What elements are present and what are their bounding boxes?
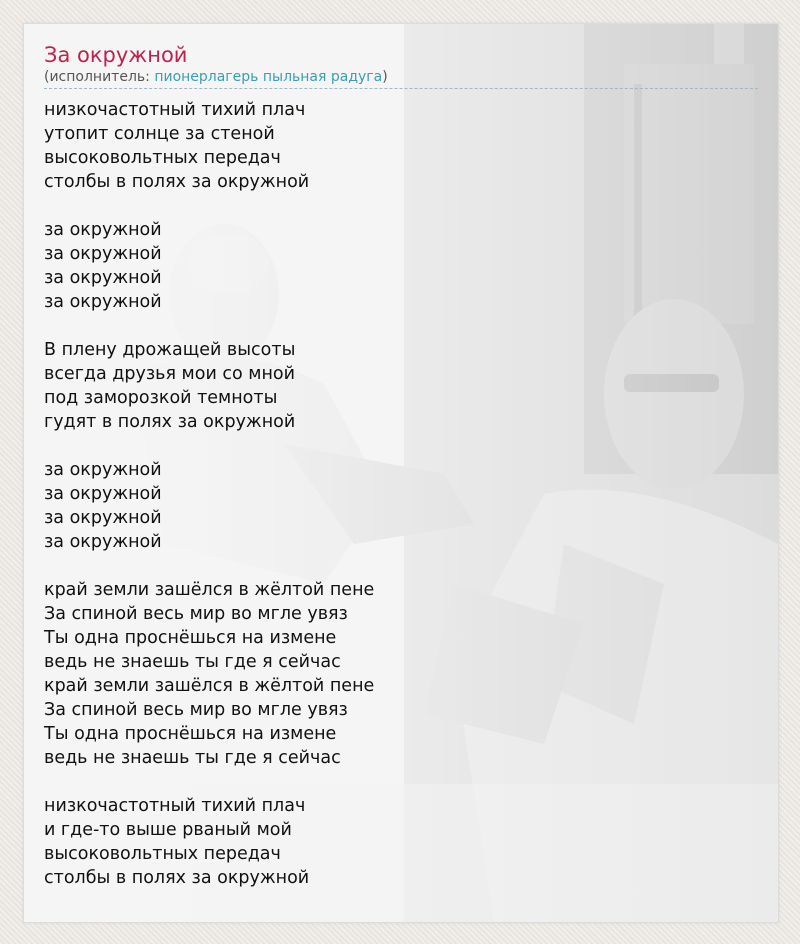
lyric-line: столбы в полях за окружной: [44, 172, 310, 192]
song-title: За окружной: [44, 43, 188, 67]
lyric-line: Ты одна проснёшься на измене: [44, 724, 337, 744]
lyric-line: высоковольтных передач: [44, 148, 281, 168]
lyric-line: ведь не знаешь ты где я сейчас: [44, 652, 341, 672]
lyric-line: низкочастотный тихий плач: [44, 796, 306, 816]
lyric-line: край земли зашёлся в жёлтой пене: [44, 580, 375, 600]
lyric-line: За спиной весь мир во мгле увяз: [44, 604, 348, 624]
lyric-line: и где-то выше рваный мой: [44, 820, 292, 840]
lyrics-text: [44, 98, 758, 890]
stanza: [44, 218, 758, 314]
performer-prefix: (исполнитель:: [44, 69, 155, 85]
lyric-line: всегда друзья мои со мной: [44, 364, 296, 384]
lyric-line: за окружной: [44, 292, 162, 312]
lyric-line: край земли зашёлся в жёлтой пене: [44, 676, 375, 696]
stanza: [44, 578, 758, 770]
lyric-line: за окружной: [44, 484, 162, 504]
lyric-line: Ты одна проснёшься на измене: [44, 628, 337, 648]
content: [24, 24, 778, 890]
lyric-line: За спиной весь мир во мгле увяз: [44, 700, 348, 720]
stanza: [44, 458, 758, 554]
performer-line: [44, 68, 758, 89]
stanza: [44, 338, 758, 434]
lyric-line: за окружной: [44, 460, 162, 480]
lyric-line: за окружной: [44, 532, 162, 552]
lyric-line: за окружной: [44, 220, 162, 240]
lyric-line: гудят в полях за окружной: [44, 412, 296, 432]
lyric-line: В плену дрожащей высоты: [44, 340, 296, 360]
stanza: [44, 794, 758, 890]
lyric-line: столбы в полях за окружной: [44, 868, 310, 888]
lyric-line: ведь не знаешь ты где я сейчас: [44, 748, 341, 768]
lyric-line: под заморозкой темноты: [44, 388, 278, 408]
lyric-line: высоковольтных передач: [44, 844, 281, 864]
lyric-line: за окружной: [44, 508, 162, 528]
stanza: [44, 98, 758, 194]
lyric-line: за окружной: [44, 268, 162, 288]
lyric-line: утопит солнце за стеной: [44, 124, 275, 144]
lyric-line: низкочастотный тихий плач: [44, 100, 306, 120]
performer-link[interactable]: пионерлагерь пыльная радуга: [154, 69, 383, 85]
performer-suffix: ): [382, 69, 388, 85]
lyrics-card: [23, 23, 779, 923]
lyric-line: за окружной: [44, 244, 162, 264]
